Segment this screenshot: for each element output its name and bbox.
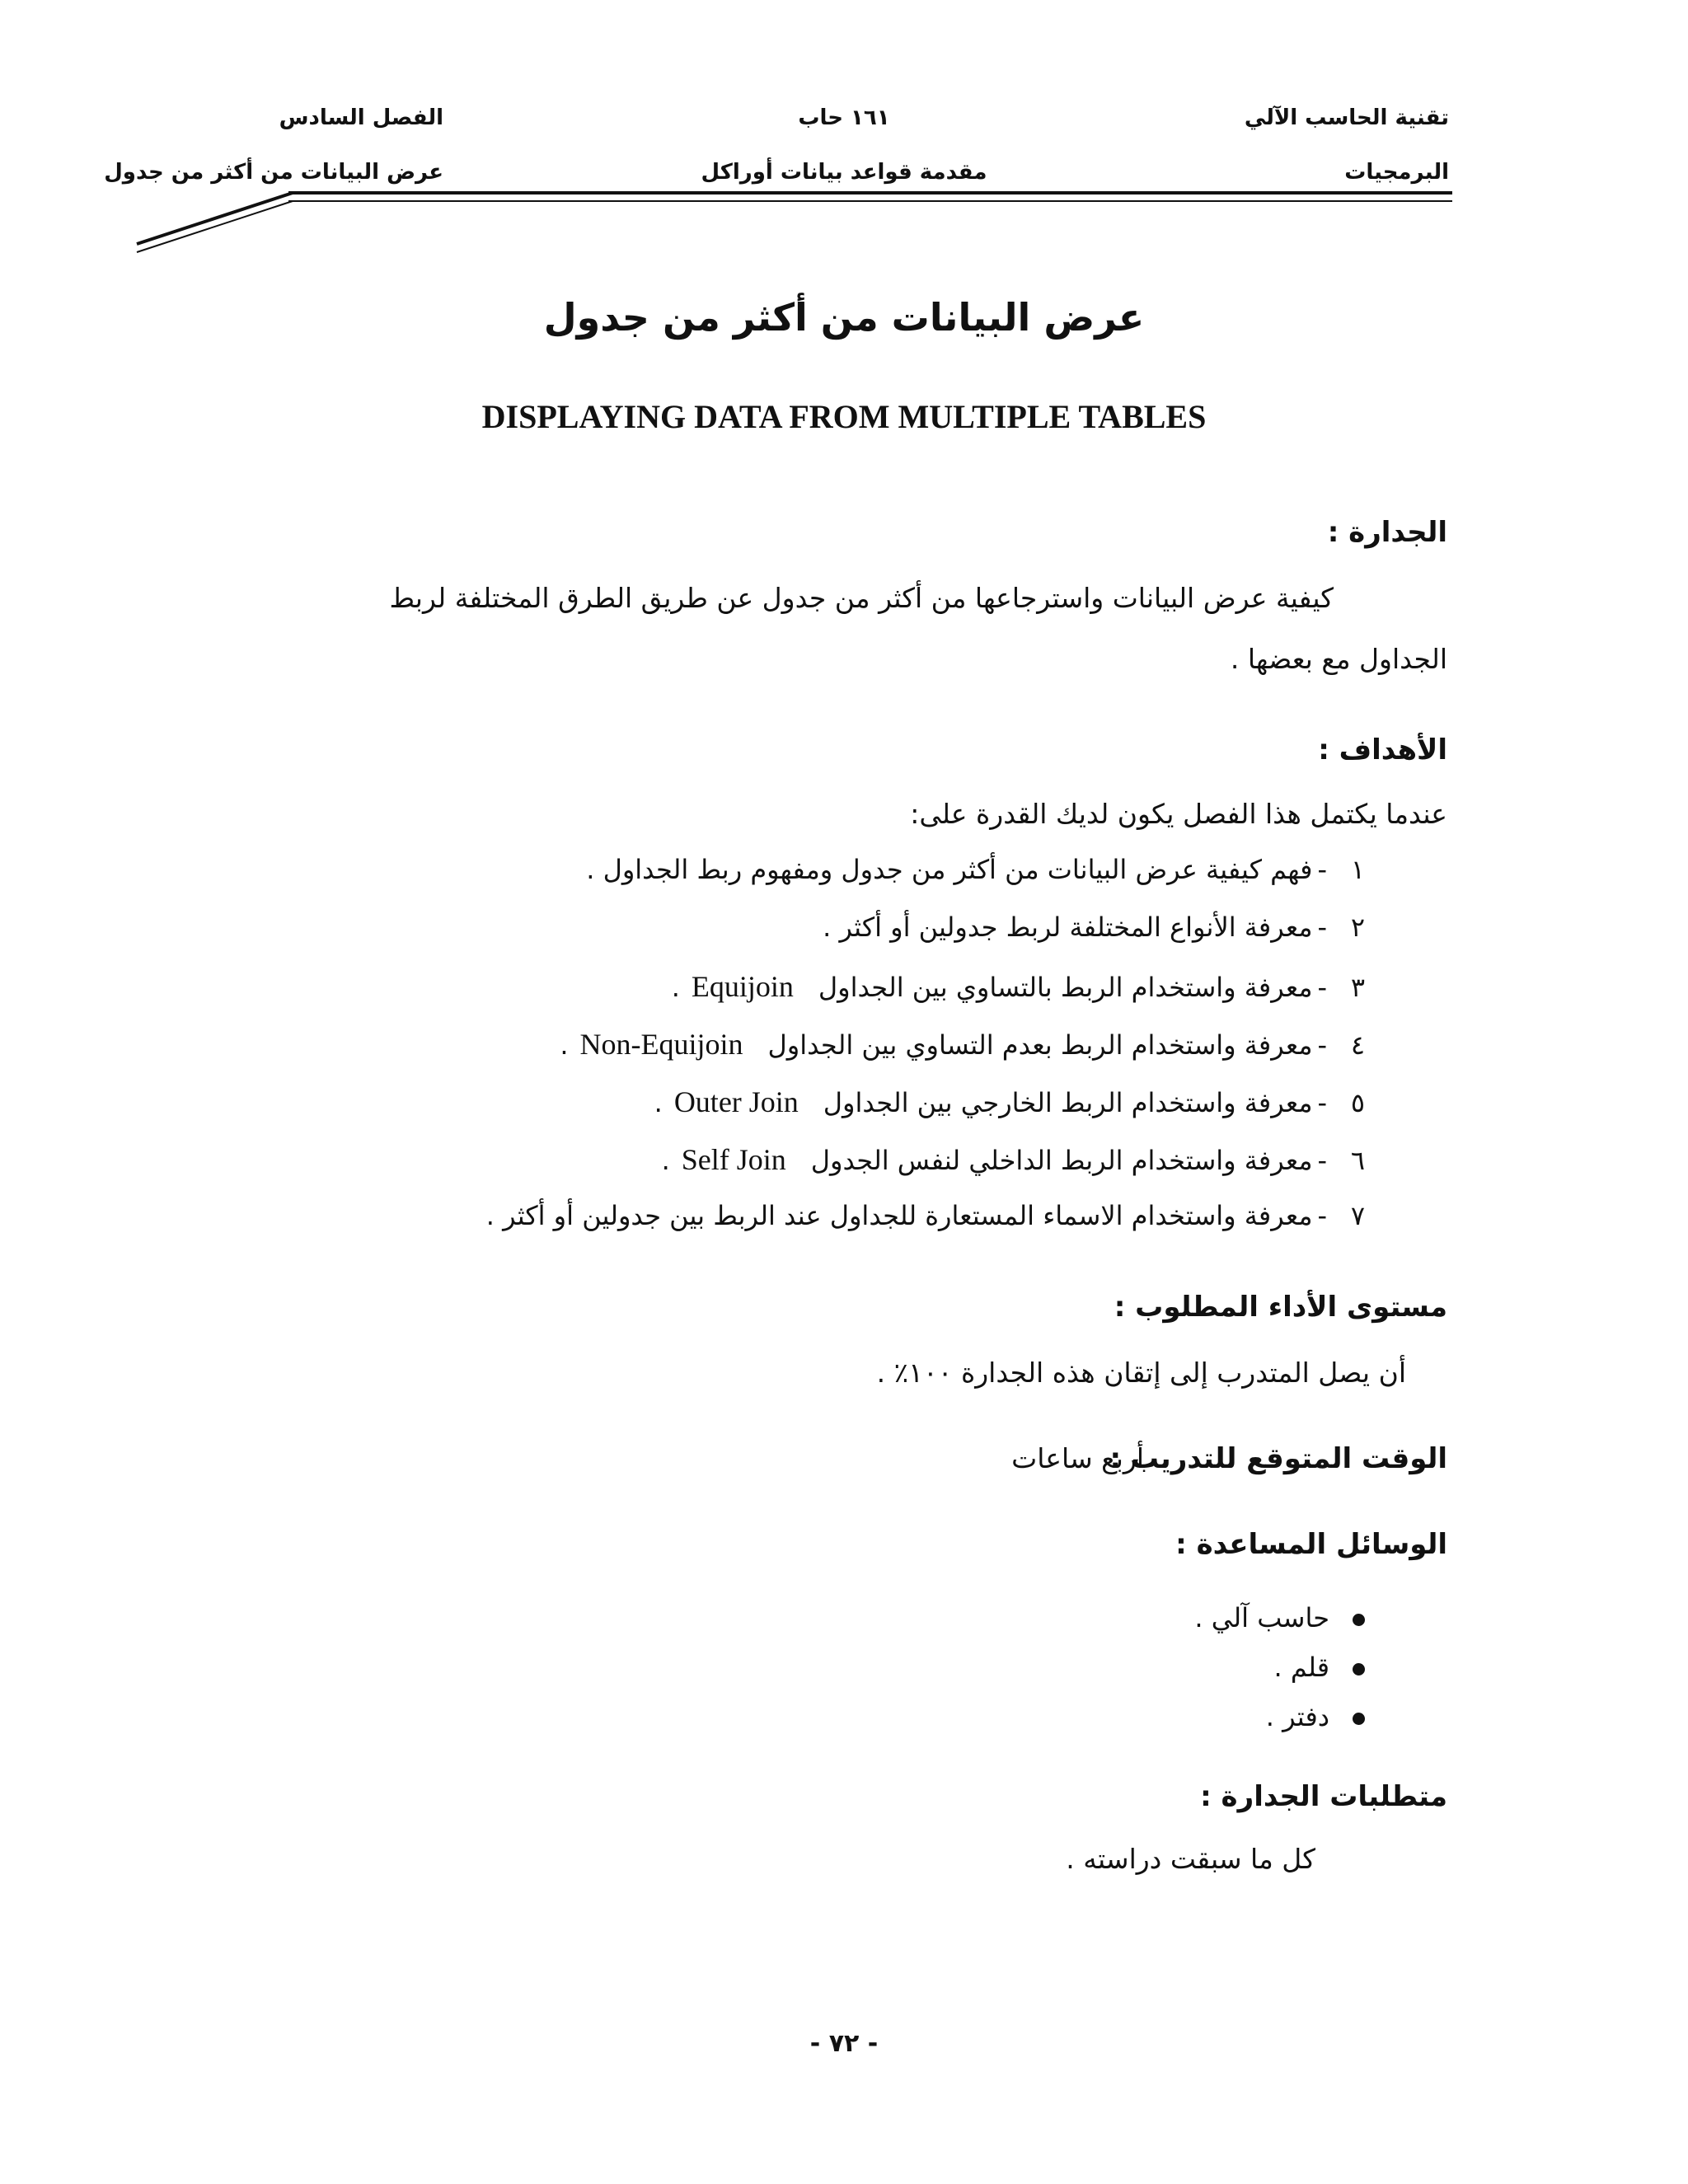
page-number: - ٧٢ - xyxy=(809,2029,879,2058)
objective-item: ٦-معرفة واستخدام الربط الداخلي لنفس الجدولSelf Join. xyxy=(661,1143,1365,1176)
page-title-arabic: عرض البيانات من أكثر من جدول xyxy=(543,295,1145,340)
header-specialization: البرمجيات xyxy=(1344,160,1449,185)
objective-term: Self Join xyxy=(681,1143,786,1176)
header-rule-slant xyxy=(132,188,297,255)
time-heading: الوقت المتوقع للتدريب : xyxy=(1109,1442,1447,1475)
requirements-text: كل ما سبقت دراسته . xyxy=(1066,1843,1315,1875)
performance-heading: مستوى الأداء المطلوب : xyxy=(1114,1291,1447,1324)
header-course-code: ١٦١ حاب xyxy=(798,105,890,130)
objectives-heading: الأهداف : xyxy=(1318,733,1447,766)
objective-term: Non-Equijoin xyxy=(579,1028,743,1061)
aids-list-item: قلم . xyxy=(1273,1652,1365,1683)
competency-line-1: كيفية عرض البيانات واسترجاعها من أكثر من جدول عن طريق الطرق المختلفة لربط xyxy=(389,582,1334,614)
aids-list-item: حاسب آلي . xyxy=(1194,1602,1365,1633)
objective-item: ٢-معرفة الأنواع المختلفة لربط جدولين أو أكثر . xyxy=(823,912,1365,943)
page-title-english: DISPLAYING DATA FROM MULTIPLE TABLES xyxy=(481,398,1207,435)
objective-item: ١-فهم كيفية عرض البيانات من أكثر من جدول ومفهوم ربط الجداول . xyxy=(586,854,1365,885)
bullet-icon xyxy=(1353,1713,1365,1725)
header-course-name: مقدمة قواعد بيانات أوراكل xyxy=(701,160,987,185)
time-value: أربع ساعات xyxy=(1011,1442,1144,1474)
objective-term: Equijoin xyxy=(691,970,794,1003)
performance-text: أن يصل المتدرب إلى إتقان هذه الجدارة ١٠٠٪ . xyxy=(876,1357,1406,1389)
header-course-title: تقنية الحاسب الآلي xyxy=(1244,105,1449,130)
competency-heading: الجدارة : xyxy=(1327,516,1447,549)
objective-item: ٣-معرفة واستخدام الربط بالتساوي بين الجداولEquijoin. xyxy=(671,970,1365,1003)
aids-heading: الوسائل المساعدة : xyxy=(1175,1528,1447,1561)
objective-item: ٤-معرفة واستخدام الربط بعدم التساوي بين الجداولNon-Equijoin. xyxy=(560,1028,1365,1061)
requirements-heading: متطلبات الجدارة : xyxy=(1200,1780,1447,1813)
header-rule-thick xyxy=(288,191,1452,194)
objectives-intro: عندما يكتمل هذا الفصل يكون لديك القدرة على: xyxy=(910,798,1447,830)
competency-line-2: الجداول مع بعضها . xyxy=(1230,643,1447,675)
objective-term: Outer Join xyxy=(673,1085,799,1118)
objective-item: ٥-معرفة واستخدام الربط الخارجي بين الجداولOuter Join. xyxy=(654,1085,1365,1118)
header-chapter-title: عرض البيانات من أكثر من جدول xyxy=(104,160,443,185)
header-chapter-number: الفصل السادس xyxy=(279,105,443,130)
objective-item: ٧-معرفة واستخدام الاسماء المستعارة للجداول عند الربط بين جدولين أو أكثر . xyxy=(485,1200,1365,1231)
bullet-icon xyxy=(1353,1663,1365,1675)
header-rule-thin xyxy=(288,200,1452,202)
aids-list-item: دفتر . xyxy=(1266,1701,1365,1732)
bullet-icon xyxy=(1353,1614,1365,1626)
